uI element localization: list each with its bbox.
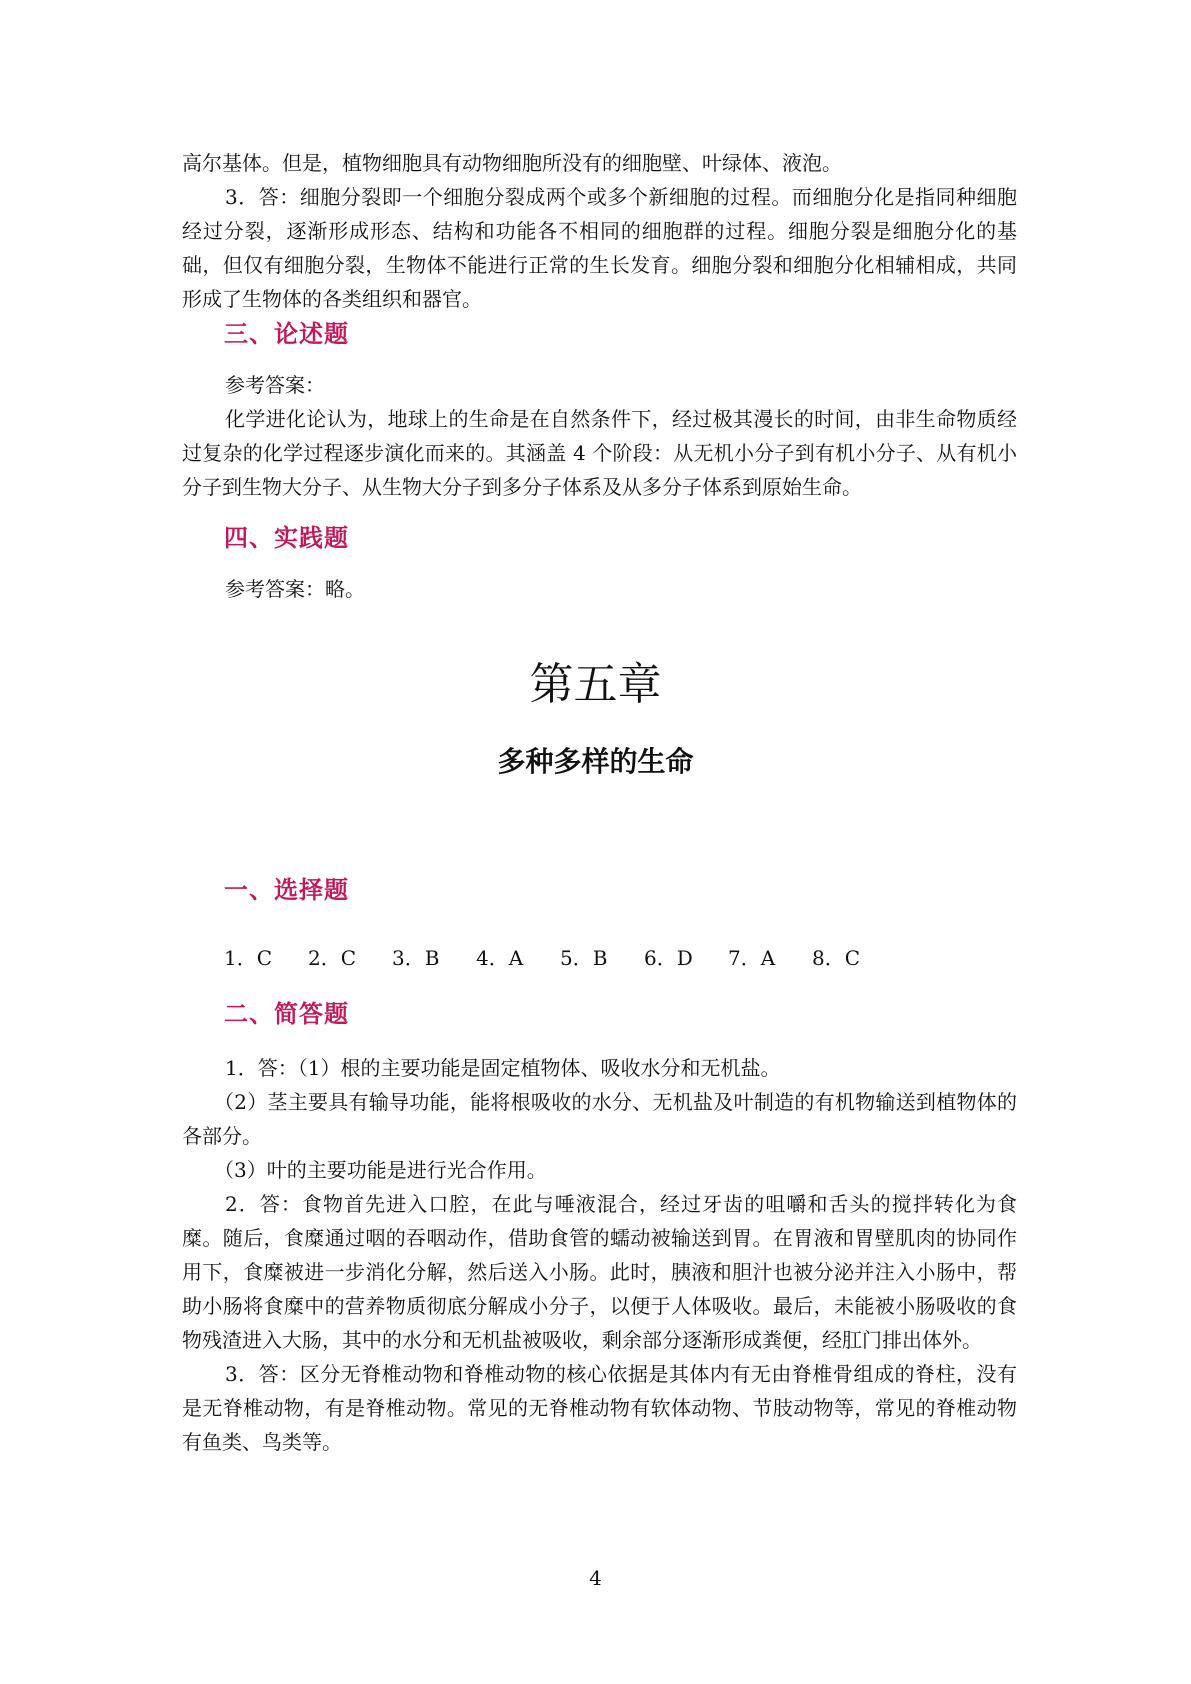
section-short-answer-body: [182, 1051, 1017, 1459]
choice-answer: 1．C: [224, 946, 273, 970]
choice-answer: 8．C: [812, 946, 861, 970]
paragraph-continuation: 高尔基体。但是，植物细胞具有动物细胞所没有的细胞壁、叶绿体、液泡。: [182, 151, 842, 175]
top-text-block: [182, 146, 1017, 316]
choice-answers: [224, 942, 896, 971]
section-heading-choice: 一、选择题: [224, 875, 349, 904]
paragraph-answer-3: 3．答：细胞分裂即一个细胞分裂成两个或多个新细胞的过程。而细胞分化是指同种细胞经过分裂，逐渐形成形态、结构和功能各不相同的细胞群的过程。细胞分裂是细胞分化的基础，但仅有细胞分裂，生物体不能进行正常的生长发育。细胞分裂和细胞分化相辅相成，共同形成了生物体的各类组织和器官。: [182, 185, 1017, 311]
answer-1-part-2: （2）茎主要具有输导功能，能将根吸收的水分、无机盐及叶制造的有机物输送到植物体的各部分。: [182, 1090, 1017, 1148]
section4-body: [182, 572, 1017, 606]
section3-answer-text: 化学进化论认为，地球上的生命是在自然条件下，经过极其漫长的时间，由非生命物质经过复杂的化学过程逐步演化而来的。其涵盖 4 个阶段：从无机小分子到有机小分子、从有机小分子到生物大分子、从生物大分子到多分子体系及从多分子体系到原始生命。: [182, 407, 1017, 499]
reference-answer-label: 参考答案：: [225, 373, 325, 397]
answer-1-part-1: 1．答：（1）根的主要功能是固定植物体、吸收水分和无机盐。: [225, 1056, 781, 1080]
choice-answer: 3．B: [392, 946, 440, 970]
chapter-title: 第五章: [529, 659, 662, 710]
choice-answer: 5．B: [560, 946, 608, 970]
answer-3: 3．答：区分无脊椎动物和脊椎动物的核心依据是其体内有无由脊椎骨组成的脊柱，没有是无脊椎动物，有是脊椎动物。常见的无脊椎动物有软体动物、节肢动物等，常见的脊椎动物有鱼类、鸟类等。: [182, 1362, 1017, 1454]
choice-answer: 4．A: [476, 946, 524, 970]
choice-answer: 7．A: [728, 946, 776, 970]
chapter-subtitle: 多种多样的生命: [497, 745, 694, 778]
section-heading-practice: 四、实践题: [224, 523, 349, 552]
section4-answer-text: 参考答案：略。: [225, 577, 365, 601]
answer-2: 2．答：食物首先进入口腔，在此与唾液混合，经过牙齿的咀嚼和舌头的搅拌转化为食糜。随后，食糜通过咽的吞咽动作，借助食管的蠕动被输送到胃。在胃液和胃壁肌肉的协同作用下，食糜被进一步消化分解，然后送入小肠。此时，胰液和胆汁也被分泌并注入小肠中，帮助小肠将食糜中的营养物质彻底分解成小分子，以便于人体吸收。最后，未能被小肠吸收的食物残渣进入大肠，其中的水分和无机盐被吸收，剩余部分逐渐形成粪便，经肛门排出体外。: [182, 1192, 1017, 1352]
section-heading-discussion: 三、论述题: [224, 319, 349, 348]
section-heading-short-answer: 二、简答题: [224, 999, 349, 1028]
choice-answer: 2．C: [308, 946, 357, 970]
answer-1-part-3: （3）叶的主要功能是进行光合作用。: [214, 1158, 547, 1182]
choice-answer: 6．D: [644, 946, 693, 970]
section3-body: [182, 368, 1017, 504]
page-number: 4: [589, 1566, 602, 1590]
